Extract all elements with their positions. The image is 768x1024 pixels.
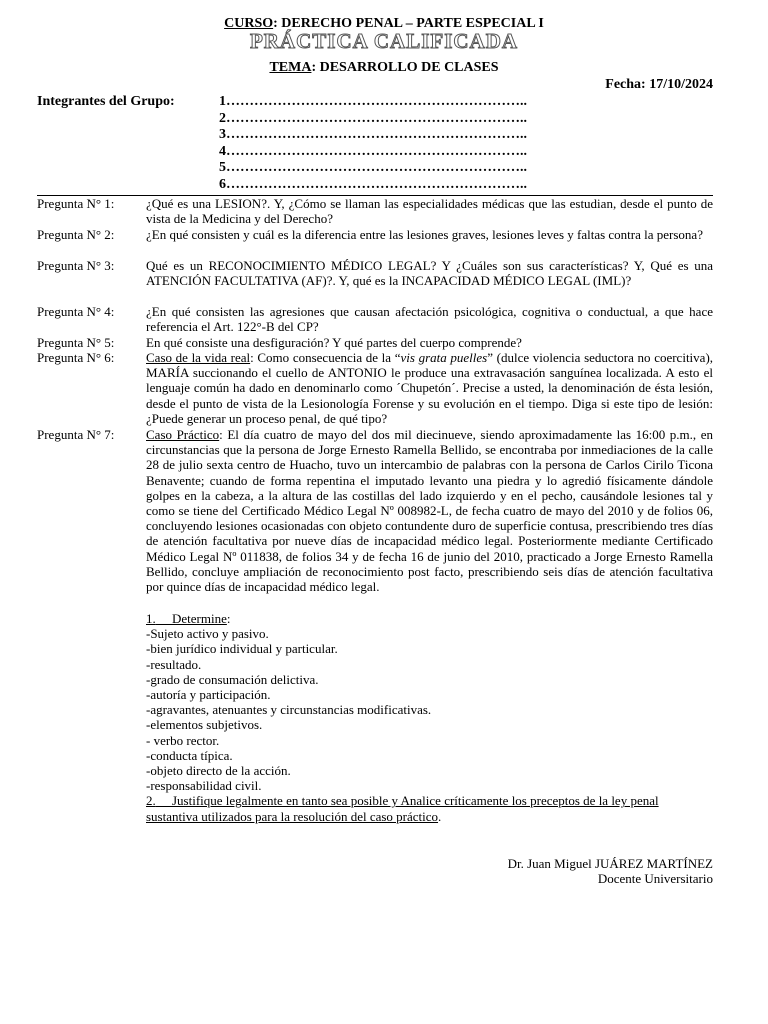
list-item: -agravantes, atenuantes y circunstancias modificativas. — [146, 702, 432, 718]
tema-value: : DESARROLLO DE CLASES — [311, 60, 499, 75]
question-label: Pregunta N° 3: — [37, 258, 115, 273]
member-line: 6……………………………………………………….. — [219, 176, 527, 192]
question-label: Pregunta N° 1: — [37, 196, 115, 211]
member-line: 2……………………………………………………….. — [219, 110, 527, 126]
task-justify — [146, 793, 713, 808]
question-1 — [37, 196, 713, 226]
task-period: . — [438, 808, 442, 824]
member-line: 3……………………………………………………….. — [219, 127, 527, 143]
question-5 — [37, 335, 713, 350]
question-label: Pregunta N° 2: — [37, 227, 115, 242]
question-label: Pregunta N° 7: — [37, 427, 115, 442]
task-justify-cont — [146, 809, 713, 824]
task-label: Determine — [172, 611, 227, 626]
question-2 — [37, 227, 713, 242]
member-line: 4……………………………………………………….. — [219, 143, 527, 159]
list-item: -autoría y participación. — [146, 687, 271, 703]
task-number — [146, 611, 227, 626]
course-label: CURSO — [224, 16, 274, 31]
list-item: -conducta típica. — [146, 747, 233, 763]
question-7 — [37, 427, 713, 594]
case-text: ” (dulce violencia seductora no coercitiva), MARÍA succionando el cuello de ANTONIO le produce una extravasación sanguínea localizada. A esto el lenguaje común ha dado en denominarlo como ´Chupetón´. Precise a usted, la denominación de ésta lesión, desde el punto de vista de la Lesionología Forense y su evolución en el tiempo. Diga si este tipo de lesión: ¿Puede generar un proceso penal, de qué tipo? — [146, 350, 714, 426]
group-label: Integrantes del Grupo: — [37, 94, 175, 109]
question-6 — [37, 350, 713, 426]
signature-name: Dr. Juan Miguel JUÁREZ MARTÍNEZ — [507, 856, 713, 871]
task-justify-text: sustantiva utilizados para la resolución del caso práctico — [146, 808, 439, 824]
question-text: ¿Qué es una LESION?. Y, ¿Cómo se llaman las especialidades médicas que las estudian, desde el punto de vista de la Medicina y del Derecho? — [146, 196, 713, 227]
date: Fecha: 17/10/2024 — [605, 77, 713, 92]
question-text: ¿En qué consisten las agresiones que causan afectación psicológica, cognitiva o conductual, a que hace referencia el Art. 122°-B del CP? — [146, 304, 713, 335]
member-line: 5……………………………………………………….. — [219, 160, 527, 176]
case-label: Caso Práctico — [146, 427, 220, 442]
question-4 — [37, 304, 713, 334]
task-determine — [146, 611, 713, 626]
task-number-text: 2. — [146, 793, 156, 809]
list-item: - verbo rector. — [146, 732, 220, 748]
list-item: -responsabilidad civil. — [146, 778, 262, 794]
question-label: Pregunta N° 4: — [37, 304, 115, 319]
task-number-text: 1. — [146, 611, 156, 626]
list-item: -objeto directo de la acción. — [146, 763, 291, 779]
task-list — [146, 611, 713, 824]
tema-label: TEMA — [269, 60, 312, 75]
case-text: : Como consecuencia de la “ — [250, 350, 401, 365]
list-item: -resultado. — [146, 656, 202, 672]
tema-heading — [0, 60, 768, 75]
question-text: En qué consiste una desfiguración? Y qué partes del cuerpo comprende? — [146, 335, 522, 350]
task-justify-text: Justifique legalmente en tanto sea posible y Analice críticamente los preceptos de la ley penal — [172, 793, 659, 809]
question-text — [146, 427, 713, 594]
case-italic-term: vis grata puelles — [400, 350, 488, 365]
course-value: : DERECHO PENAL – PARTE ESPECIAL I — [273, 16, 544, 31]
task-justify-line — [146, 793, 659, 808]
list-item: -Sujeto activo y pasivo. — [146, 626, 269, 642]
question-text — [146, 350, 713, 426]
signature-role: Docente Universitario — [597, 871, 713, 887]
list-item: -grado de consumación delictiva. — [146, 671, 319, 687]
case-label: Caso de la vida real — [146, 350, 251, 365]
case-text: : El día cuatro de mayo del dos mil diecinueve, siendo aproximadamente las 16:00 p.m., en circunstancias que la persona de Jorge Ernesto Ramella Bellido, se encontraba por inmediaciones de la calle 28 de julio sexta centro de Huacho, tuvo un intercambio de palabras con la persona de Carlos Cirilo Ticona Benavente; cuando de forma repentina el imputado levanto una piedra y lo agredió físicamente dándole golpes en la cabeza, a la altura de las costillas del lado izquierdo y en el pecho, causándole lesiones tal y como se tiene del Certificado Médico Legal Nº 008982-L, de fecha cuatro de mayo del 2010 y de folios 06, concluyendo lesiones ocasionadas con objeto contundente duro de superficie contusa, prescribiendo tres días de atención facultativa por nueve días de incapacidad médico legal. Posteriormente mediante Certificado Médico Legal Nº 011838, de folios 34 y de fecha 16 de junio del 2010, practicado a Jorge Ernesto Ramella Bellido, concluye ampliación de reconocimiento post facto, prescribiendo seis días de atención facultativa por quince días de incapacidad médico legal. — [146, 427, 714, 595]
list-item: -elementos subjetivos. — [146, 717, 263, 733]
question-3 — [37, 258, 713, 288]
member-line: 1……………………………………………………….. — [219, 94, 527, 109]
group-members — [219, 94, 527, 194]
signature-block — [508, 856, 713, 886]
question-label: Pregunta N° 5: — [37, 335, 115, 350]
question-text: Qué es un RECONOCIMIENTO MÉDICO LEGAL? Y ¿Cuáles son sus características? Y, Qué es una ATENCIÓN FACULTATIVA (AF)?. Y, qué es la INCAPACIDAD MÉDICO LEGAL (IML)? — [146, 258, 713, 289]
task-colon: : — [226, 611, 231, 626]
list-item: -bien jurídico individual y particular. — [146, 641, 338, 657]
question-text: ¿En qué consisten y cuál es la diferencia entre las lesiones graves, lesiones leves y faltas contra la persona? — [146, 227, 703, 242]
document-title: PRÁCTICA CALIFICADA — [249, 29, 519, 53]
question-label: Pregunta N° 6: — [37, 350, 115, 365]
